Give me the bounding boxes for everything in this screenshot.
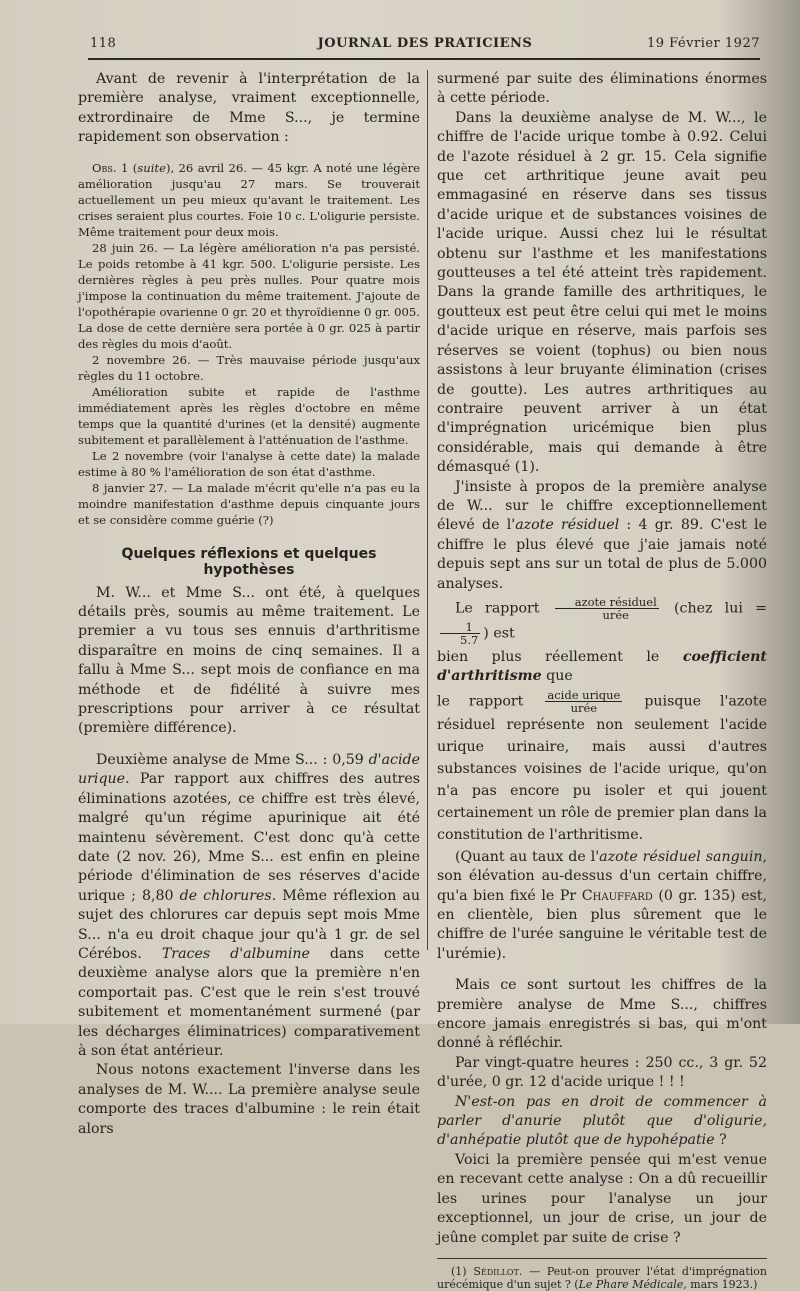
footnote: (1) Sédillot. — Peut-on prouver l'état d'imprégnation urécémique d'un sujet ? (Le Phare Médicale, mars 1923.) xyxy=(437,1264,768,1291)
body-paragraph: J'insiste à propos de la première analyse de W... sur le chiffre exceptionnellement élevé de l'azote résiduel : 4 gr. 89. C'est le chiffre le plus élevé que j'aie jamais noté depuis sept ans sur un total de plus de 5.000 analyses. xyxy=(437,478,767,592)
fraction: $\frac{\text{azote résiduel}}{\text{urée}}$ xyxy=(555,596,659,621)
intro-paragraph: Avant de revenir à l'interprétation de la première analyse, vraiment exceptionnelle, extrordinaire de Mme S..., je termine rapidement son observation : xyxy=(78,71,420,146)
header-rule xyxy=(88,58,760,60)
observation-entry: Amélioration subite et rapide de l'asthme immédiatement après les règles d'octobre en même temps que la quantité d'urines (et la densité) augmente subitement et parallèlement à l'atténuation de l'asthme. xyxy=(78,384,420,447)
journal-title: JOURNAL DES PRATICIENS xyxy=(317,36,533,51)
body-paragraph: Deuxième analyse de Mme S... : 0,59 d'acide urique. Par rapport aux chiffres des autres éliminations azotées, ce chiffre est très élevé, malgré qu'un régime apurinique ait été maintenu sévèrement. C'est donc qu'à cette date (2 nov. 26), Mme S... est enfin en pleine période d'élimination de ses réserves d'acide urique ; 8,80 de chlorures. Même réflexion au sujet des chlorures car depuis sept mois Mme S... n'a eu droit chaque jour qu'à 1 gr. de sel Cérébos. Traces d'albumine dans cette deuxième analyse alors que la première n'en comportait pas. C'est que le rein s'est trouvé subitement et momentanément surmené (par les décharges éliminatrices) comparativement à son état antérieur. xyxy=(78,751,420,1059)
body-paragraph: Dans la deuxième analyse de M. W..., le chiffre de l'acide urique tombe à 0.92. Celui de l'azote résiduel à 2 gr. 15. Cela signifie que cet arthritique jeune avait peu emmagasiné en réserve dans ses tissus d'acide urique et de substances voisines de l'acide urique. Aussi chez lui le résultat obtenu sur l'asthme et les manifestations goutteuses a tel été atteint très rapidement. Dans la grande famille des arthritiques, le goutteux est peut être celui qui met le moins d'acide urique en réserve, mais parfois ses réserves se voient (tophus) ou bien nous assistons à leur bruyante élimination (crises de goutte). Les autres arthritiques au contraire peuvent arriver à un état d'imprégnation uricémique bien plus considérable, mais qui demande à être démasqué (1). xyxy=(437,109,767,476)
body-paragraph: Mais ce sont surtout les chiffres de la première analyse de Mme S..., chiffres encore jamais enregistrés si bas, qui m'ont donné à réfléchir. xyxy=(437,977,767,1052)
fraction: $\frac{1}{5.7}$ xyxy=(440,621,480,646)
body-paragraph: (Quant au taux de l'azote résiduel sanguin, son élévation au-dessus d'un certain chiffre, qu'a bien fixé le Pr Chauffard (0 gr. 135) est, en clientèle, bien plus sûrement que le chiffre de l'urée sanguine le véritable test de l'urémie). xyxy=(437,848,768,962)
body-paragraph: Nous notons exactement l'inverse dans les analyses de M. W.... La première analyse seule comporte des traces d'albumine : le rein était alors xyxy=(78,1062,420,1137)
observation-entry: 8 janvier 27. — La malade m'écrit qu'elle n'a pas eu la moindre manifestation d'asthme depuis cinquante jours et se considère comme guérie (?) xyxy=(78,480,420,527)
body-paragraph: M. W... et Mme S... ont été, à quelques détails près, soumis au même traitement. Le premier a vu tous ses ennuis d'arthritisme disparaître en moins de cinq semaines. Il a fallu à Mme S... sept mois de confiance en ma méthode et de fidélité à suivre mes prescriptions pour arriver à ce résultat (première différence). xyxy=(78,584,420,737)
observation-entry: Obs. 1 (suite), 26 avril 26. — 45 kgr. A noté une légère amélioration jusqu'au 27 mars. Se trouverait actuellement un peu mieux qu'avant le traitement. Les crises seraient plus courtes. Foie 10 c. L'oligurie persiste. Même traitement pour deux mois. xyxy=(78,160,420,239)
observation-entry: 28 juin 26. — La légère amélioration n'a pas persisté. Le poids retombe à 41 kgr. 500. L'oligurie persiste. Les dernières règles à peu près nulles. Pour quatre mois j'impose la continuation du même traitement. J'ajoute de l'opothérapie ovarienne 0 gr. 20 et thyroïdienne 0 gr. 005. La dose de cette dernière sera portée à 0 gr. 025 à partir des règles du mois d'août. xyxy=(78,240,420,351)
page-header xyxy=(90,36,760,58)
footnote-rule xyxy=(437,1258,767,1259)
fraction: $\frac{\text{acide urique}}{\text{urée}}$ xyxy=(547,687,621,715)
page-number: 118 xyxy=(90,36,117,51)
observation-entry: 2 novembre 26. — Très mauvaise période jusqu'aux règles du 11 octobre. xyxy=(78,352,420,383)
body-paragraph: Voici la première pensée qui m'est venue en recevant cette analyse : On a dû recueillir les urines pour l'analyse un jour exceptionnel, un jour de crise, un jour de jeûne complet par suite de crise ? xyxy=(437,1151,767,1246)
body-paragraph: N'est-on pas en droit de commencer à parler d'anurie plutôt que d'oligurie, d'anhépatie plutôt que de hypohépatie ? xyxy=(437,1093,767,1149)
body-paragraph: Par vingt-quatre heures : 250 cc., 3 gr. 52 d'urée, 0 gr. 12 d'acide urique ! ! ! xyxy=(437,1054,767,1091)
column-divider xyxy=(427,70,428,950)
ratio-formula: Le rapport $\frac{\text{azote résiduel}}{\text{urée}}$ (chez lui = $\frac{1}{5.7}$ ) est xyxy=(437,596,767,646)
ratio-formula: le rapport $\frac{\text{acide urique}}{\text{urée}}$ puisque l'azote résiduel représente non seulement l'acide urique urinaire, mais aussi d'autres substances voisines de l'acide urique, qu'on n'a pas encore pu isoler et qui jouent certainement un rôle de premier plan dans la constitution de l'arthritisme. xyxy=(437,687,767,843)
issue-date: 19 Février 1927 xyxy=(646,36,760,51)
section-title: Quelques réflexions et quelques hypothèses xyxy=(121,545,377,578)
right-column xyxy=(437,70,767,1291)
observation-entry: Le 2 novembre (voir l'analyse à cette date) la malade estime à 80 % l'amélioration de son état d'asthme. xyxy=(78,448,420,479)
left-column xyxy=(78,70,420,1139)
body-paragraph: bien plus réellement le coefficient d'arthritisme que xyxy=(437,648,767,685)
body-paragraph: surmené par suite des éliminations énormes à cette période. xyxy=(437,71,767,107)
